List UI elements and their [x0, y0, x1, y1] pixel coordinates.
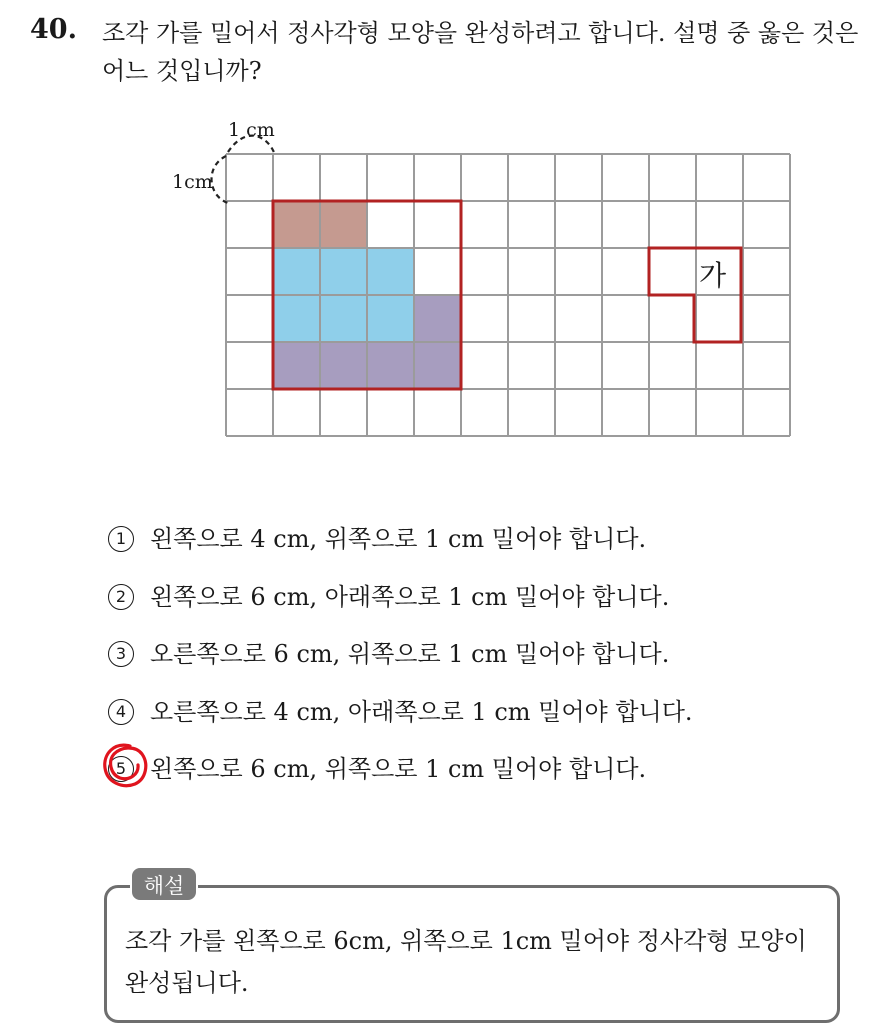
purple-cell — [273, 342, 320, 389]
choice-text: 오른쪽으로 6 cm, 위쪽으로 1 cm 밀어야 합니다. — [150, 640, 670, 668]
choice-list — [108, 522, 693, 810]
piece-ga-label: 가 — [699, 259, 727, 292]
choice-number: 1 — [108, 526, 134, 552]
purple-cell — [367, 342, 414, 389]
choice-text: 왼쪽으로 4 cm, 위쪽으로 1 cm 밀어야 합니다. — [150, 525, 647, 553]
purple-cell — [414, 295, 461, 342]
blue-cell — [273, 248, 320, 295]
blue-cell — [273, 295, 320, 342]
choice-number: 5 — [108, 756, 134, 782]
blue-cell — [320, 248, 367, 295]
choice-number: 4 — [108, 699, 134, 725]
blue-cell — [367, 295, 414, 342]
grid-lines — [226, 154, 790, 436]
choice-1[interactable] — [108, 522, 693, 580]
blue-cell — [320, 295, 367, 342]
choice-4[interactable] — [108, 695, 693, 753]
explanation-text: 조각 가를 왼쪽으로 6cm, 위쪽으로 1cm 밀어야 정사각형 모양이 완성됩니다. — [125, 927, 807, 997]
brown-cell — [320, 201, 367, 248]
grid-figure — [0, 0, 884, 460]
choice-text: 왼쪽으로 6 cm, 위쪽으로 1 cm 밀어야 합니다. — [150, 755, 647, 783]
question-text: 조각 가를 밀어서 정사각형 모양을 완성하려고 합니다. 설명 중 옳은 것은 어느 것입니까? — [102, 19, 859, 85]
question-number: 40. — [30, 14, 77, 45]
blue-cell — [367, 248, 414, 295]
choice-2[interactable] — [108, 580, 693, 638]
explanation-tag: 해설 — [130, 866, 198, 902]
brown-cell — [273, 201, 320, 248]
choice-number: 2 — [108, 584, 134, 610]
answer-circle-mark — [100, 740, 152, 792]
unit-label-top: 1 cm — [228, 119, 275, 141]
purple-cell — [414, 342, 461, 389]
choice-5[interactable] — [108, 752, 693, 810]
choice-3[interactable] — [108, 637, 693, 695]
choice-number: 3 — [108, 641, 134, 667]
unit-label-left: 1cm — [172, 171, 213, 193]
choice-text: 오른쪽으로 4 cm, 아래쪽으로 1 cm 밀어야 합니다. — [150, 697, 693, 726]
choice-text: 왼쪽으로 6 cm, 아래쪽으로 1 cm 밀어야 합니다. — [150, 582, 670, 611]
purple-cell — [320, 342, 367, 389]
